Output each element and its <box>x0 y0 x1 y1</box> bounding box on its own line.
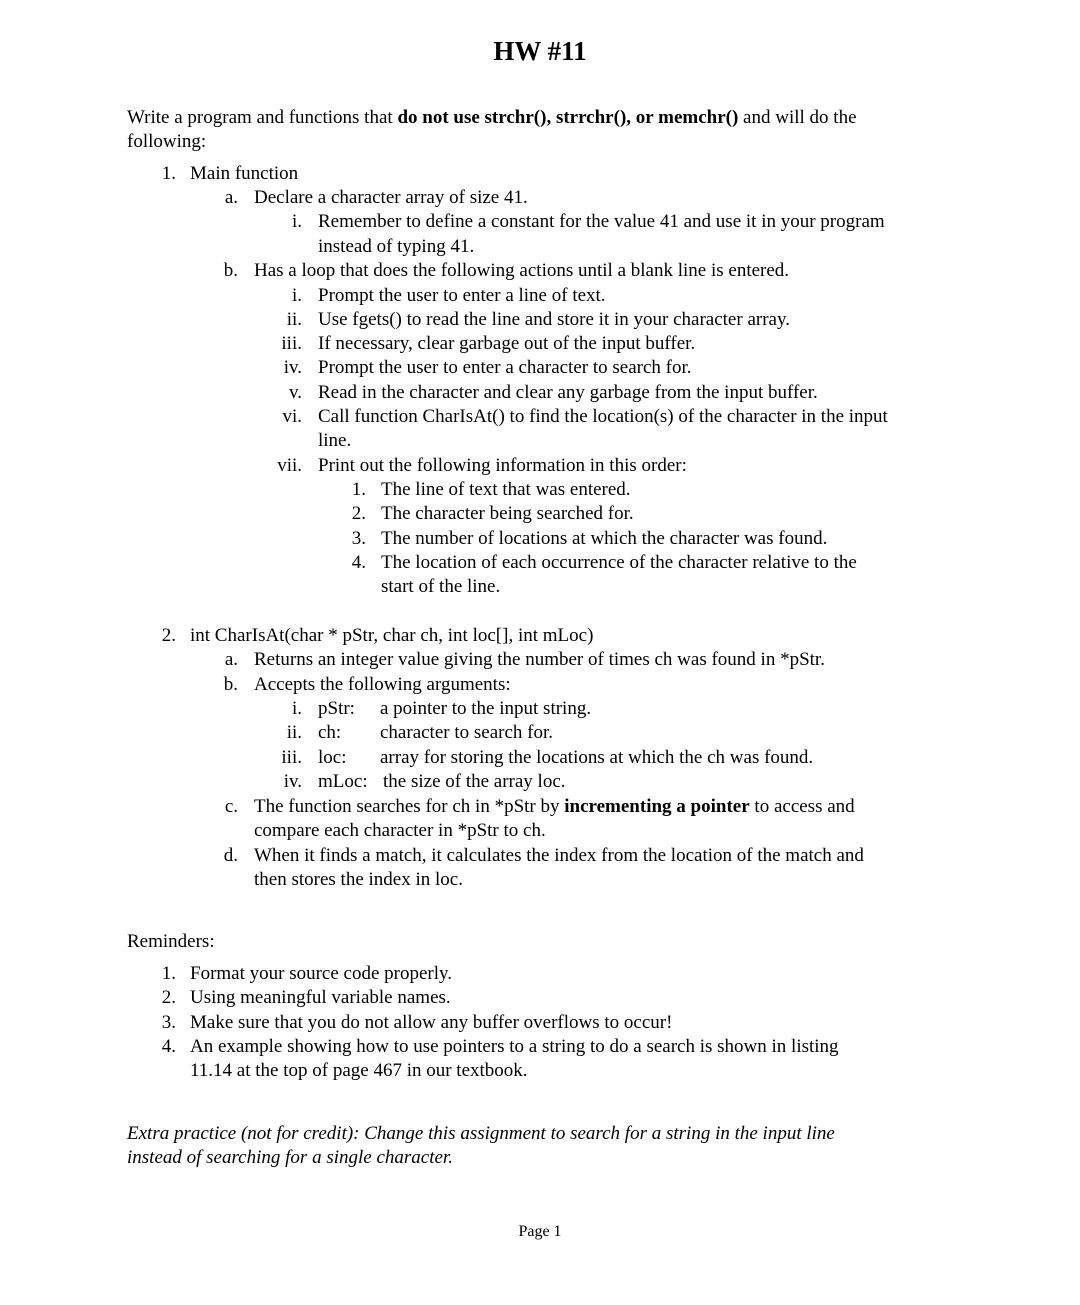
list-marker: b. <box>223 674 238 695</box>
list-item-text: then stores the index in loc. <box>254 869 463 890</box>
list-item-text: Declare a character array of size 41. <box>254 187 528 208</box>
list-item-text: Has a loop that does the following actions until a blank line is entered. <box>254 260 790 281</box>
extra-practice-line-2: instead of searching for a single character. <box>127 1147 453 1168</box>
arg-name: pStr: <box>318 698 355 719</box>
list-item-text <box>254 795 855 819</box>
list-marker: iv. <box>283 771 302 792</box>
list-item-text: The number of locations at which the character was found. <box>381 528 828 549</box>
arg-description: character to search for. <box>380 722 554 743</box>
list-item-text: Remember to define a constant for the value 41 and use it in your program <box>318 211 885 232</box>
list-item-text: Using meaningful variable names. <box>190 987 451 1008</box>
list-number: 3. <box>161 1012 176 1033</box>
section-heading: int CharIsAt(char * pStr, char ch, int loc[], int mLoc) <box>190 625 594 646</box>
list-number: 1. <box>351 479 366 500</box>
item-text-end: to access and <box>749 796 855 817</box>
intro-line-2: following: <box>127 131 207 152</box>
list-item-text: 11.14 at the top of page 467 in our textbook. <box>190 1060 528 1081</box>
list-number: 3. <box>351 528 366 549</box>
list-marker: iii. <box>281 747 302 768</box>
list-marker: a. <box>224 649 238 670</box>
arg-description: the size of the array loc. <box>383 771 566 792</box>
item-bold-text: incrementing a pointer <box>564 796 750 817</box>
list-item-text: Read in the character and clear any garbage from the input buffer. <box>318 382 818 403</box>
list-item-text: The character being searched for. <box>381 503 634 524</box>
intro-text: Write a program and functions that <box>127 107 398 128</box>
list-marker: i. <box>291 211 302 232</box>
section-heading: Main function <box>190 163 299 184</box>
intro-paragraph <box>127 106 857 130</box>
item-text: The function searches for ch in *pStr by <box>254 796 565 817</box>
list-marker: b. <box>223 260 238 281</box>
arg-name: loc: <box>318 747 347 768</box>
list-item-text: The line of text that was entered. <box>381 479 631 500</box>
list-item-text: instead of typing 41. <box>318 236 475 257</box>
arg-description: array for storing the locations at which the ch was found. <box>380 747 814 768</box>
list-marker: a. <box>224 187 238 208</box>
list-number: 2. <box>351 503 366 524</box>
list-marker: ii. <box>286 722 302 743</box>
list-item-text: compare each character in *pStr to ch. <box>254 820 546 841</box>
reminders-heading: Reminders: <box>127 931 215 952</box>
list-marker: vii. <box>277 455 302 476</box>
arg-description: a pointer to the input string. <box>380 698 592 719</box>
list-item-text: When it finds a match, it calculates the index from the location of the match and <box>254 845 864 866</box>
intro-text-end: and will do the <box>738 107 857 128</box>
list-item-text: If necessary, clear garbage out of the input buffer. <box>318 333 696 354</box>
list-item-text: Prompt the user to enter a line of text. <box>318 285 606 306</box>
list-number: 2. <box>161 987 176 1008</box>
list-item-text: Format your source code properly. <box>190 963 453 984</box>
list-item-text: line. <box>318 430 352 451</box>
list-marker: d. <box>223 845 238 866</box>
list-item-text: An example showing how to use pointers to a string to do a search is shown in listing <box>190 1036 839 1057</box>
list-item-text: Make sure that you do not allow any buffer overflows to occur! <box>190 1012 673 1033</box>
list-item-text: The location of each occurrence of the character relative to the <box>381 552 857 573</box>
extra-practice-line-1: Extra practice (not for credit): Change this assignment to search for a string in the input line <box>127 1123 835 1144</box>
list-item-text: Call function CharIsAt() to find the location(s) of the character in the input <box>318 406 888 427</box>
list-marker: v. <box>288 382 302 403</box>
list-number: 1. <box>161 963 176 984</box>
list-marker: i. <box>291 285 302 306</box>
list-item-text: Use fgets() to read the line and store it in your character array. <box>318 309 790 330</box>
arg-name: ch: <box>318 722 342 743</box>
list-number: 2. <box>161 625 176 646</box>
list-number: 1. <box>161 163 176 184</box>
list-item-text: Prompt the user to enter a character to search for. <box>318 357 692 378</box>
list-marker: ii. <box>286 309 302 330</box>
list-number: 4. <box>351 552 366 573</box>
list-marker: iii. <box>281 333 302 354</box>
list-marker: iv. <box>283 357 302 378</box>
list-item-text: Returns an integer value giving the number of times ch was found in *pStr. <box>254 649 825 670</box>
intro-bold-text: do not use strchr(), strrchr(), or memchr() <box>397 107 739 128</box>
list-number: 4. <box>161 1036 176 1057</box>
arg-name: mLoc: <box>318 771 368 792</box>
list-item-text: Print out the following information in this order: <box>318 455 687 476</box>
list-item-text: start of the line. <box>381 576 501 597</box>
list-marker: vi. <box>282 406 302 427</box>
list-item-text: Accepts the following arguments: <box>254 674 511 695</box>
page-number: Page 1 <box>518 1223 562 1240</box>
list-marker: c. <box>224 796 238 817</box>
list-marker: i. <box>291 698 302 719</box>
page-title: HW #11 <box>493 36 587 66</box>
